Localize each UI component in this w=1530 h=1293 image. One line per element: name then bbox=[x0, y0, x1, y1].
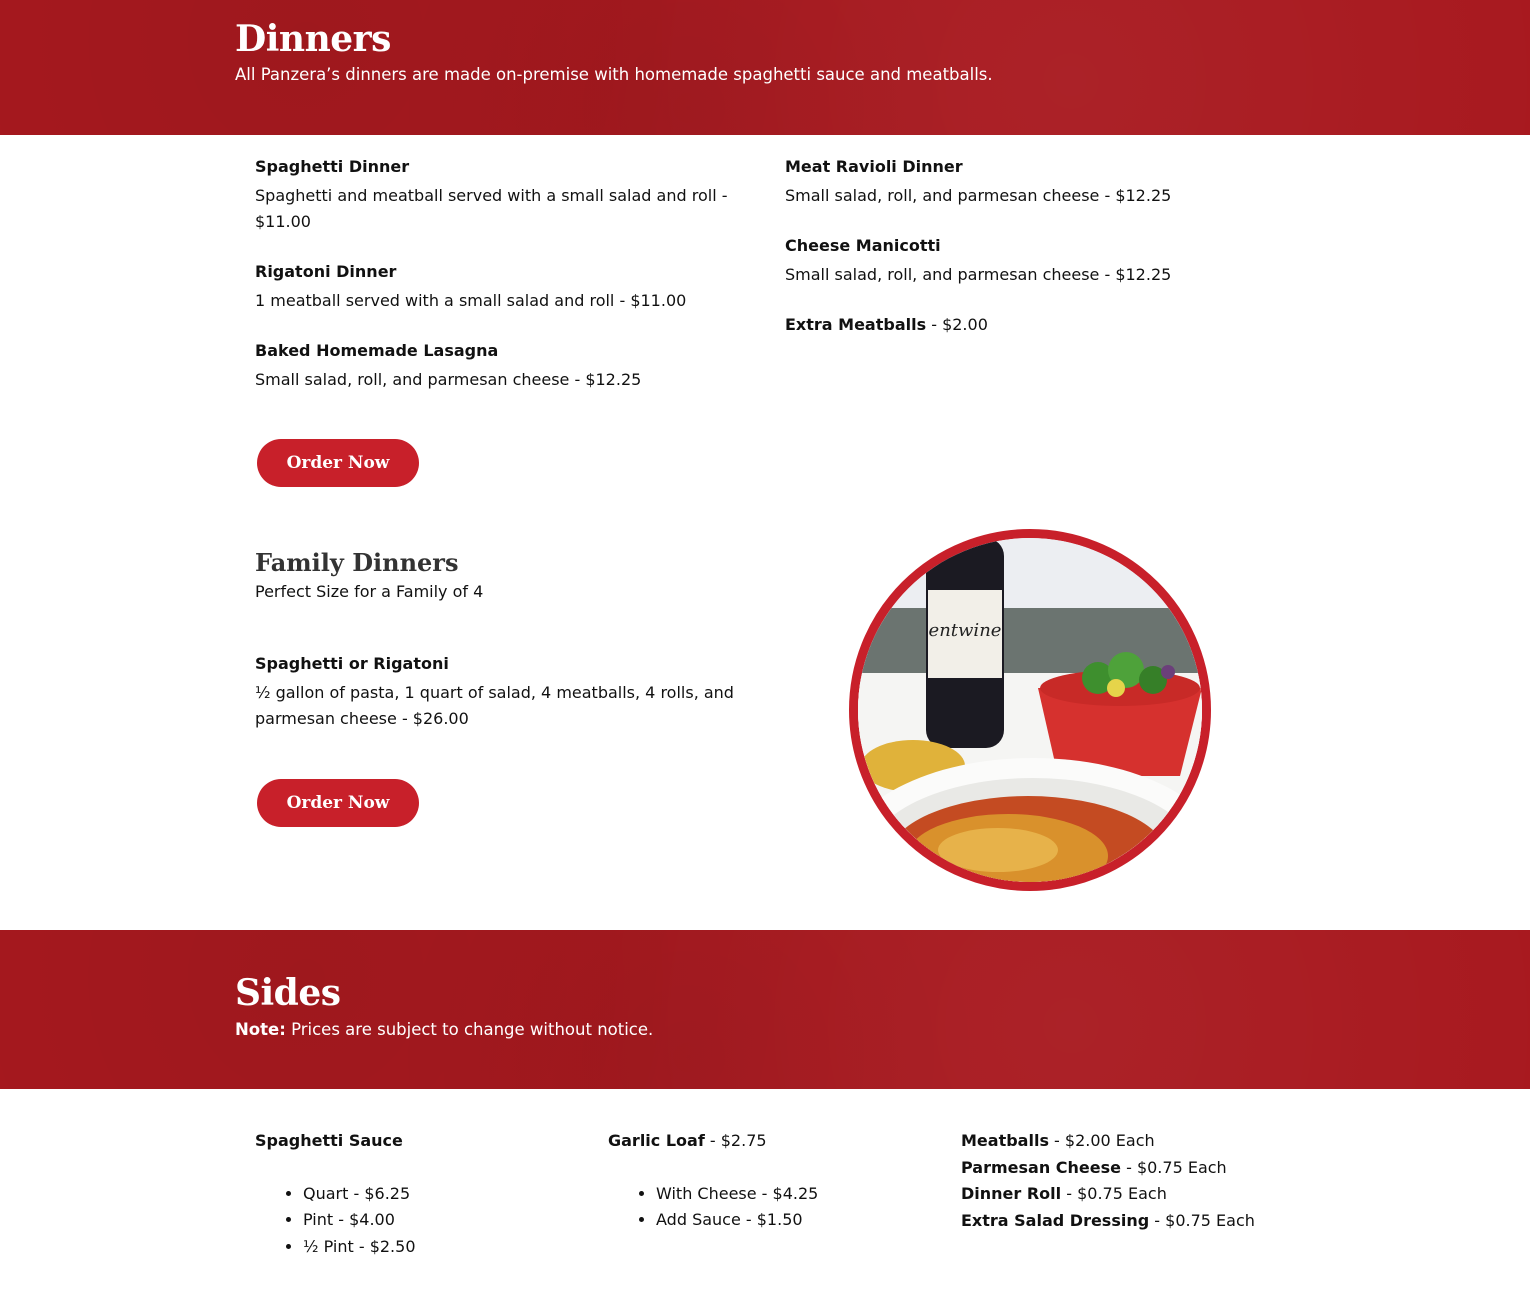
sides-note-label: Note: bbox=[235, 1020, 286, 1039]
side-item-name: Parmesan Cheese bbox=[961, 1157, 1121, 1177]
family-order-now-button[interactable]: Order Now bbox=[257, 779, 419, 827]
sides-note bbox=[235, 1020, 653, 1039]
side-option: • Pint - $4.00 bbox=[303, 1207, 585, 1234]
extra-meatballs-line bbox=[785, 312, 1285, 338]
extra-item-price: - $2.00 bbox=[926, 315, 988, 334]
side-item-price: - $2.75 bbox=[704, 1131, 767, 1150]
extra-item-name: Extra Meatballs bbox=[785, 315, 927, 334]
side-option: • Add Sauce - $1.50 bbox=[656, 1207, 938, 1234]
dinner-item-name: Spaghetti Dinner bbox=[255, 157, 410, 176]
side-line bbox=[961, 1208, 1291, 1235]
dinner-item-desc: Small salad, roll, and parmesan cheese - $12.25 bbox=[255, 370, 642, 389]
dinner-item-name: Cheese Manicotti bbox=[785, 236, 941, 255]
dinner-item bbox=[255, 262, 745, 314]
family-dinners-subtitle: Perfect Size for a Family of 4 bbox=[255, 582, 484, 601]
sides-title: Sides bbox=[235, 972, 341, 1014]
family-dinners-title: Family Dinners bbox=[255, 548, 459, 577]
dinner-item bbox=[785, 157, 1285, 209]
side-option-list bbox=[255, 1181, 585, 1261]
dinner-item-desc: Spaghetti and meatball served with a small salad and roll - $11.00 bbox=[255, 186, 728, 231]
dinners-subtitle: All Panzera’s dinners are made on-premise with homemade spaghetti sauce and meatballs. bbox=[235, 65, 993, 84]
sides-column bbox=[961, 1128, 1291, 1234]
side-option-list bbox=[608, 1181, 938, 1234]
sides-column bbox=[255, 1128, 585, 1260]
sides-column bbox=[608, 1128, 938, 1234]
side-item-price: - $0.75 Each bbox=[1061, 1184, 1167, 1203]
dinner-item-desc: 1 meatball served with a small salad and roll - $11.00 bbox=[255, 291, 687, 310]
dinner-item-desc: Small salad, roll, and parmesan cheese - $12.25 bbox=[785, 186, 1172, 205]
side-option: • ½ Pint - $2.50 bbox=[303, 1234, 585, 1261]
order-now-button[interactable]: Order Now bbox=[257, 439, 419, 487]
dinner-item-desc: Small salad, roll, and parmesan cheese - $12.25 bbox=[785, 265, 1172, 284]
side-item-name: Spaghetti Sauce bbox=[255, 1131, 403, 1150]
side-item-name: Meatballs bbox=[961, 1131, 1049, 1150]
side-item-price: - $2.00 Each bbox=[1048, 1131, 1155, 1150]
family-item-desc: ½ gallon of pasta, 1 quart of salad, 4 meatballs, 4 rolls, and parmesan cheese - $26.00 bbox=[255, 683, 734, 728]
dinner-item bbox=[255, 341, 745, 393]
family-item-name: Spaghetti or Rigatoni bbox=[255, 654, 449, 673]
sides-header-band bbox=[0, 930, 1530, 1089]
wine-label-text: entwine bbox=[928, 620, 1002, 641]
side-line bbox=[961, 1181, 1291, 1208]
dinners-header-band bbox=[0, 0, 1530, 135]
sides-note-text: Prices are subject to change without notice. bbox=[285, 1020, 654, 1039]
dinners-title: Dinners bbox=[235, 18, 391, 60]
dinner-item-name: Meat Ravioli Dinner bbox=[785, 157, 963, 176]
side-item-name: Dinner Roll bbox=[961, 1184, 1062, 1203]
dinner-item bbox=[785, 236, 1285, 288]
side-item-price: - $0.75 Each bbox=[1121, 1157, 1227, 1177]
side-line bbox=[961, 1155, 1291, 1182]
side-line bbox=[961, 1128, 1291, 1155]
family-item bbox=[255, 654, 745, 732]
family-dinners-section bbox=[255, 548, 755, 605]
dinner-item-name: Rigatoni Dinner bbox=[255, 262, 397, 281]
dinner-photo bbox=[849, 529, 1211, 891]
dinner-item bbox=[255, 157, 745, 235]
side-item-name: Garlic Loaf bbox=[608, 1131, 705, 1150]
side-option: • With Cheese - $4.25 bbox=[656, 1181, 938, 1208]
dinner-photo-illustration bbox=[858, 538, 1202, 882]
side-item-name: Extra Salad Dressing bbox=[961, 1210, 1150, 1230]
side-option: • Quart - $6.25 bbox=[303, 1181, 585, 1208]
side-item-price: - $0.75 Each bbox=[1149, 1210, 1255, 1230]
dinner-item-name: Baked Homemade Lasagna bbox=[255, 341, 499, 360]
